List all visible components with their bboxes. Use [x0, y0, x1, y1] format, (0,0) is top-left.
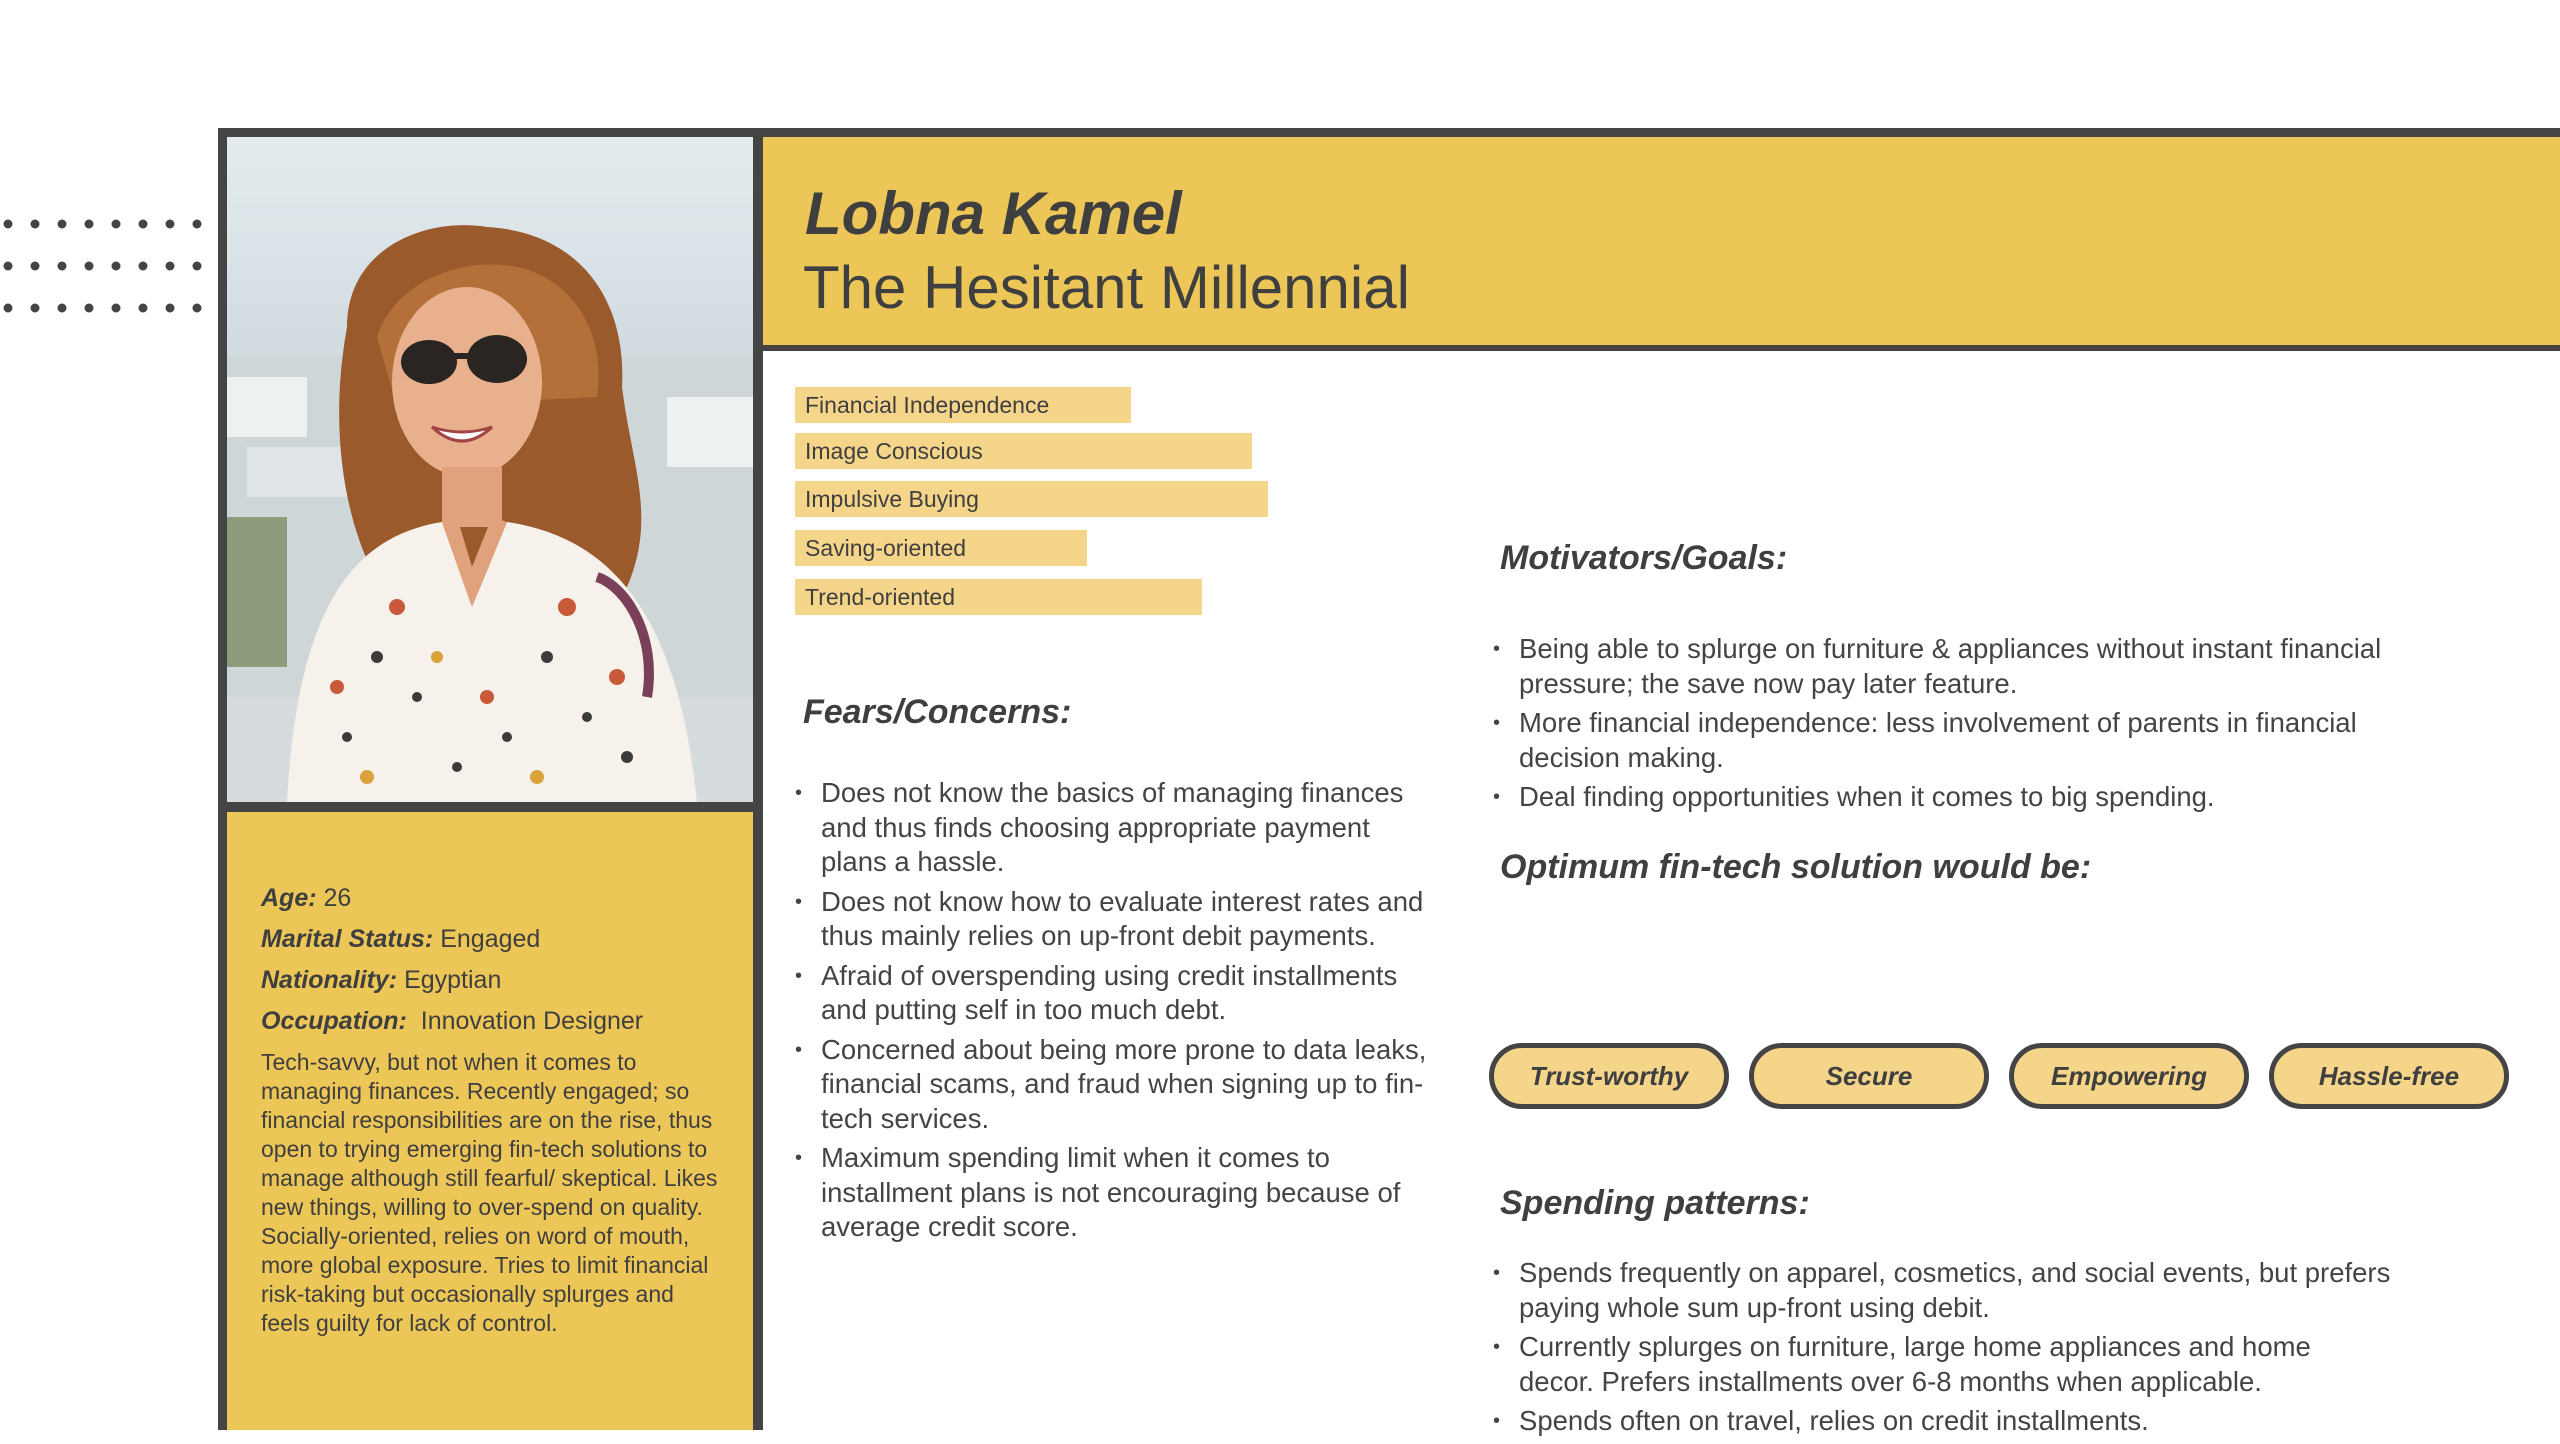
- persona-name: Lobna Kamel: [805, 180, 1182, 247]
- nationality-value: Egyptian: [404, 966, 502, 994]
- fears-title: Fears/Concerns:: [803, 693, 1072, 731]
- motivators-title: Motivators/Goals:: [1500, 539, 1788, 577]
- trait-bar: Image Conscious: [795, 433, 1252, 469]
- age-line: [261, 878, 725, 919]
- marital-value: Engaged: [440, 925, 541, 953]
- list-item: • Does not know the basics of managing finances and thus finds choosing appropriate payment plans a hassle.: [795, 776, 1435, 880]
- persona-bio: Tech-savvy, but not when it comes to managing finances. Recently engaged; so financial responsibilities are on the rise, thus open to trying emerging fin-tech solutions to manage although still fearful/ skeptical. Likes new things, willing to over-spend on quality. Socially-oriented, relies on word of mouth, more global exposure. Tries to limit financial risk-taking but occasionally splurges and feels guilty for lack of control.: [261, 1049, 718, 1336]
- spending-list: [1493, 1256, 2393, 1444]
- trait-bar: Impulsive Buying: [795, 481, 1268, 517]
- list-item: • Concerned about being more prone to data leaks, financial scams, and fraud when signing up to fin-tech services.: [795, 1033, 1435, 1137]
- dot-pattern: [0, 215, 220, 315]
- persona-content: [763, 351, 2560, 1436]
- list-item: • More financial independence: less involvement of parents in financial decision making.: [1493, 706, 2393, 775]
- occupation-label: Occupation:: [261, 1007, 407, 1035]
- trait-bar: Saving-oriented: [795, 530, 1087, 566]
- age-label: Age:: [261, 884, 317, 912]
- trait-bar: Trend-oriented: [795, 579, 1202, 615]
- marital-line: [261, 919, 725, 960]
- spending-title: Spending patterns:: [1500, 1184, 1810, 1222]
- nationality-label: Nationality:: [261, 966, 398, 994]
- info-panel: [227, 812, 753, 1430]
- list-item: • Currently splurges on furniture, large home appliances and home decor. Prefers installments over 6-8 months when applicable.: [1493, 1330, 2393, 1399]
- pill-secure: Secure: [1749, 1043, 1989, 1109]
- fears-list: [795, 776, 1435, 1250]
- list-item: • Maximum spending limit when it comes to installment plans is not encouraging because of average credit score.: [795, 1141, 1435, 1245]
- list-item: • Spends often on travel, relies on credit installments.: [1493, 1404, 2393, 1439]
- persona-card: [218, 128, 2560, 1436]
- nationality-line: [261, 960, 725, 1001]
- persona-photo: [227, 137, 753, 802]
- persona-subtitle: The Hesitant Millennial: [803, 254, 1410, 321]
- marital-label: Marital Status:: [261, 925, 434, 953]
- trait-bar: Financial Independence: [795, 387, 1131, 423]
- occupation-line: [261, 1001, 725, 1042]
- persona-header: [763, 137, 2560, 345]
- motivators-list: [1493, 632, 2393, 820]
- pill-empowering: Empowering: [2009, 1043, 2249, 1109]
- pill-trust-worthy: Trust-worthy: [1489, 1043, 1729, 1109]
- list-item: • Spends frequently on apparel, cosmetics, and social events, but prefers paying whole sum up-front using debit.: [1493, 1256, 2393, 1325]
- list-item: • Deal finding opportunities when it comes to big spending.: [1493, 780, 2393, 815]
- pill-hassle-free: Hassle-free: [2269, 1043, 2509, 1109]
- list-item: • Afraid of overspending using credit installments and putting self in too much debt.: [795, 959, 1435, 1028]
- list-item: • Being able to splurge on furniture & appliances without instant financial pressure; the save now pay later feature.: [1493, 632, 2393, 701]
- occupation-value: Innovation Designer: [420, 1007, 644, 1035]
- list-item: • Does not know how to evaluate interest rates and thus mainly relies on up-front debit payments.: [795, 885, 1435, 954]
- age-value: 26: [323, 884, 352, 912]
- solution-title: Optimum fin-tech solution would be:: [1500, 848, 2092, 886]
